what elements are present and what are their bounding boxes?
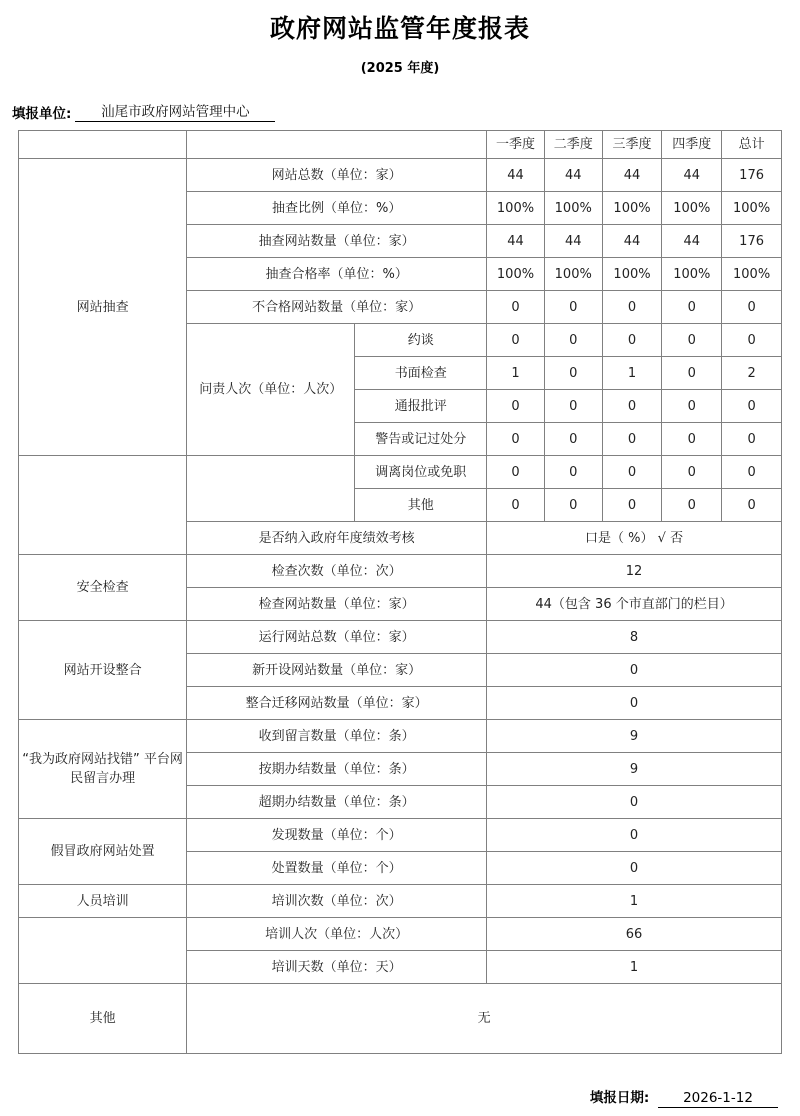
- row-label: 处置数量（单位：个）: [187, 852, 487, 885]
- table-row: [19, 720, 782, 753]
- cell-total: 0: [722, 390, 782, 423]
- cell-total: 0: [722, 423, 782, 456]
- cell-total: 2: [722, 357, 782, 390]
- cell-q2: 0: [544, 456, 602, 489]
- cell-q4: 44: [662, 159, 722, 192]
- header-total: 总计: [722, 131, 782, 159]
- cell-q1: 0: [487, 456, 545, 489]
- row-label: 检查网站数量（单位：家）: [187, 588, 487, 621]
- table-row: [19, 159, 782, 192]
- category-inspection: 网站抽查: [19, 159, 187, 456]
- row-value: 0: [487, 819, 782, 852]
- cell-q4: 0: [662, 456, 722, 489]
- category-fake: 假冒政府网站处置: [19, 819, 187, 885]
- row-label: 培训天数（单位：天）: [187, 951, 487, 984]
- cell-q2: 100%: [544, 258, 602, 291]
- reporting-unit-value[interactable]: 汕尾市政府网站管理中心: [75, 100, 275, 122]
- sub-label: 警告或记过处分: [355, 423, 487, 456]
- cell-q1: 0: [487, 390, 545, 423]
- accountability-label-blank: [187, 456, 355, 522]
- report-date: [0, 1086, 778, 1108]
- header-blank-2: [187, 131, 487, 159]
- row-label: 超期办结数量（单位：条）: [187, 786, 487, 819]
- category-other: 其他: [19, 984, 187, 1054]
- cell-q4: 44: [662, 225, 722, 258]
- cell-q4: 100%: [662, 258, 722, 291]
- sub-label: 通报批评: [355, 390, 487, 423]
- row-value: 0: [487, 687, 782, 720]
- cell-q4: 100%: [662, 192, 722, 225]
- row-label: 网站总数（单位：家）: [187, 159, 487, 192]
- cell-q4: 0: [662, 423, 722, 456]
- cell-q2: 0: [544, 357, 602, 390]
- row-value: 0: [487, 786, 782, 819]
- row-label: 抽查合格率（单位：%）: [187, 258, 487, 291]
- sub-label: 约谈: [355, 324, 487, 357]
- category-setup: 网站开设整合: [19, 621, 187, 720]
- cell-q2: 0: [544, 324, 602, 357]
- row-label: 运行网站总数（单位：家）: [187, 621, 487, 654]
- performance-label: 是否纳入政府年度绩效考核: [187, 522, 487, 555]
- sub-label: 其他: [355, 489, 487, 522]
- reporting-unit: [12, 100, 800, 122]
- cell-q2: 0: [544, 489, 602, 522]
- cell-q3: 0: [602, 390, 662, 423]
- cell-total: 100%: [722, 192, 782, 225]
- row-value: 1: [487, 885, 782, 918]
- table-row: [19, 819, 782, 852]
- report-date-label: 填报日期:: [589, 1090, 650, 1106]
- cell-q4: 0: [662, 390, 722, 423]
- cell-q1: 100%: [487, 258, 545, 291]
- category-training: 人员培训: [19, 885, 187, 918]
- page-subtitle: (2025 年度): [360, 61, 440, 76]
- sub-label: 书面检查: [355, 357, 487, 390]
- row-value: 0: [487, 654, 782, 687]
- cell-q3: 0: [602, 423, 662, 456]
- header-q2: 二季度: [544, 131, 602, 159]
- category-blank: [19, 456, 187, 555]
- row-label: 培训人次（单位：人次）: [187, 918, 487, 951]
- category-platform-line1: “我为政府网站找错” 平台网: [22, 752, 183, 767]
- cell-q1: 0: [487, 291, 545, 324]
- cell-q2: 0: [544, 390, 602, 423]
- cell-q2: 0: [544, 423, 602, 456]
- cell-q4: 0: [662, 324, 722, 357]
- cell-q1: 0: [487, 489, 545, 522]
- cell-q1: 100%: [487, 192, 545, 225]
- header-q1: 一季度: [487, 131, 545, 159]
- table-row: [19, 621, 782, 654]
- performance-value[interactable]: 口是（ %） √ 否: [487, 522, 782, 555]
- reporting-unit-label: 填报单位:: [12, 106, 72, 122]
- row-value: 9: [487, 720, 782, 753]
- cell-q3: 100%: [602, 192, 662, 225]
- page-title: 政府网站监管年度报表: [269, 14, 530, 43]
- category-training-blank: [19, 918, 187, 984]
- cell-q3: 0: [602, 291, 662, 324]
- cell-q2: 0: [544, 291, 602, 324]
- report-page: [0, 12, 800, 1116]
- cell-total: 0: [722, 456, 782, 489]
- row-value: 12: [487, 555, 782, 588]
- cell-total: 0: [722, 291, 782, 324]
- cell-q1: 44: [487, 159, 545, 192]
- row-label: 发现数量（单位：个）: [187, 819, 487, 852]
- cell-q2: 100%: [544, 192, 602, 225]
- cell-q1: 0: [487, 423, 545, 456]
- table-row: [19, 555, 782, 588]
- cell-q3: 0: [602, 489, 662, 522]
- table-row: [19, 456, 782, 489]
- row-label: 抽查网站数量（单位：家）: [187, 225, 487, 258]
- cell-total: 100%: [722, 258, 782, 291]
- row-value: 0: [487, 852, 782, 885]
- cell-q4: 0: [662, 357, 722, 390]
- cell-q2: 44: [544, 225, 602, 258]
- cell-q3: 0: [602, 324, 662, 357]
- cell-total: 0: [722, 324, 782, 357]
- row-value: 9: [487, 753, 782, 786]
- cell-q3: 44: [602, 225, 662, 258]
- cell-q1: 44: [487, 225, 545, 258]
- cell-q3: 44: [602, 159, 662, 192]
- category-security: 安全检查: [19, 555, 187, 621]
- row-label: 不合格网站数量（单位：家）: [187, 291, 487, 324]
- table-row: [19, 984, 782, 1054]
- cell-q3: 100%: [602, 258, 662, 291]
- cell-total: 176: [722, 225, 782, 258]
- accountability-label: 问责人次（单位：人次）: [187, 324, 355, 456]
- cell-q1: 1: [487, 357, 545, 390]
- category-platform: [19, 720, 187, 819]
- row-label: 收到留言数量（单位：条）: [187, 720, 487, 753]
- cell-q4: 0: [662, 291, 722, 324]
- cell-total: 176: [722, 159, 782, 192]
- table-row: [19, 885, 782, 918]
- header-q4: 四季度: [662, 131, 722, 159]
- table-row: [19, 918, 782, 951]
- other-value[interactable]: 无: [187, 984, 782, 1054]
- cell-q1: 0: [487, 324, 545, 357]
- header-blank-1: [19, 131, 187, 159]
- category-platform-line2: 民留言办理: [70, 771, 136, 786]
- row-label: 抽查比例（单位：%）: [187, 192, 487, 225]
- row-value: 66: [487, 918, 782, 951]
- row-value: 8: [487, 621, 782, 654]
- cell-total: 0: [722, 489, 782, 522]
- row-label: 新开设网站数量（单位：家）: [187, 654, 487, 687]
- row-label: 整合迁移网站数量（单位：家）: [187, 687, 487, 720]
- cell-q3: 0: [602, 456, 662, 489]
- cell-q3: 1: [602, 357, 662, 390]
- annual-report-table: [18, 130, 782, 1054]
- header-q3: 三季度: [602, 131, 662, 159]
- row-label: 培训次数（单位：次）: [187, 885, 487, 918]
- cell-q4: 0: [662, 489, 722, 522]
- report-date-value[interactable]: 2026-1-12: [658, 1090, 778, 1108]
- row-value: 44（包含 36 个市直部门的栏目）: [487, 588, 782, 621]
- row-label: 检查次数（单位：次）: [187, 555, 487, 588]
- table-header-row: [19, 131, 782, 159]
- row-label: 按期办结数量（单位：条）: [187, 753, 487, 786]
- row-value: 1: [487, 951, 782, 984]
- cell-q2: 44: [544, 159, 602, 192]
- sub-label: 调离岗位或免职: [355, 456, 487, 489]
